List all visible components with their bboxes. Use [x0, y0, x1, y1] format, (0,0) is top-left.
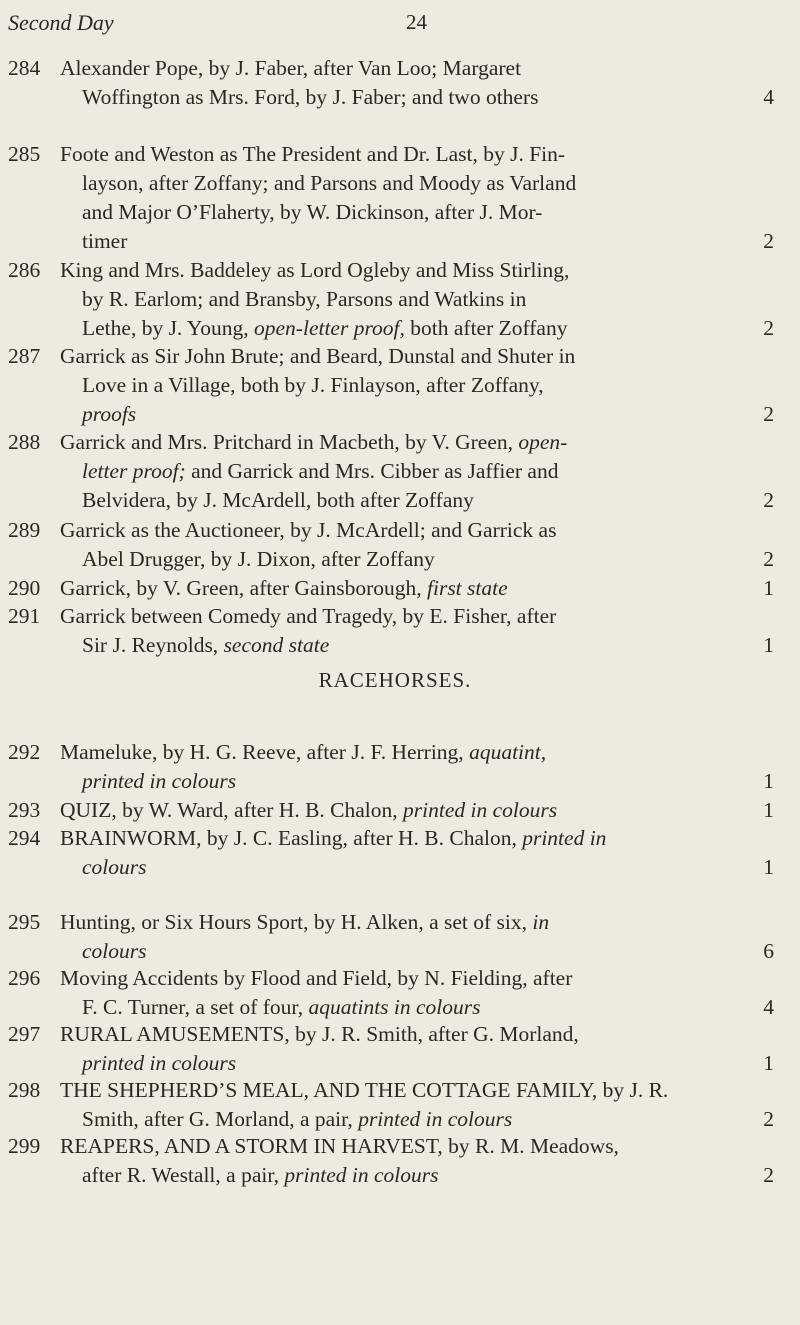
lot-italic-text: proofs [82, 402, 137, 426]
lot-italic-text: aquatints in colours [308, 995, 481, 1019]
lot-quantity: 2 [763, 547, 774, 571]
lot-quantity: 2 [763, 316, 774, 340]
lot-number: 288 [8, 430, 41, 454]
lot-description [60, 516, 774, 574]
lot-description [60, 602, 774, 660]
lot-line [60, 545, 774, 574]
lot-line [60, 371, 774, 400]
lot-italic-text: first state [427, 576, 508, 600]
lot-quantity: 6 [763, 939, 774, 963]
lot-quantity: 1 [763, 576, 774, 600]
lot-quantity: 1 [763, 769, 774, 793]
lot-text: Garrick and Mrs. Pritchard in Macbeth, by V. Green, [60, 430, 519, 454]
lot-italic-text: printed in colours [358, 1107, 513, 1131]
lot-text: and Garrick and Mrs. Cibber as Jaffier and [185, 459, 559, 483]
lot-description [60, 1132, 774, 1190]
lot-description [60, 342, 774, 429]
lot-quantity: 1 [763, 633, 774, 657]
lot-quantity: 2 [763, 402, 774, 426]
lot-description [60, 964, 774, 1022]
lot-italic-text: open- [518, 430, 568, 454]
lot-line [60, 908, 774, 937]
lot-text: Alexander Pope, by J. Faber, after Van Loo; Margaret [60, 56, 522, 80]
lot-line [60, 54, 774, 83]
lot-line [60, 342, 774, 371]
lot-line [60, 486, 774, 515]
lot-italic-text: printed in colours [82, 769, 237, 793]
lot-text: Belvidera, by J. McArdell, both after Zoffany [82, 488, 474, 512]
lot-italic-text: aquatint, [469, 740, 547, 764]
lot-line [60, 1105, 774, 1134]
lot-text: REAPERS, AND A STORM IN HARVEST, by R. M. Meadows, [60, 1134, 619, 1158]
lot-number: 294 [8, 826, 41, 850]
lot-line [60, 937, 774, 966]
lot-text: Love in a Village, both by J. Finlayson, after Zoffany, [82, 373, 544, 397]
lot-line [60, 314, 774, 343]
lot-text: Garrick as the Auctioneer, by J. McArdell; and Garrick as [60, 518, 557, 542]
lot-text: and Major O’Flaherty, by W. Dickinson, after J. Mor- [82, 200, 543, 224]
page-header [8, 10, 778, 46]
lot-text: F. C. Turner, a set of four, [82, 995, 309, 1019]
lot-description [60, 1020, 774, 1078]
lot-italic-text: colours [82, 939, 147, 963]
lot-text: Woffington as Mrs. Ford, by J. Faber; and two others [82, 85, 539, 109]
lot-italic-text: printed in [522, 826, 607, 850]
page-number: 24 [406, 10, 427, 34]
lot-text: THE SHEPHERD’S MEAL, AND THE COTTAGE FAMILY, by J. R. [60, 1078, 669, 1102]
lot-line [60, 993, 774, 1022]
lot-line [60, 853, 774, 882]
lot-line [60, 602, 774, 631]
lot-quantity: 1 [763, 1051, 774, 1075]
lot-number: 291 [8, 604, 41, 628]
lot-line [60, 1161, 774, 1190]
lot-text: BRAINWORM, by J. C. Easling, after H. B. Chalon, [60, 826, 523, 850]
lot-text: after R. Westall, a pair, [82, 1163, 285, 1187]
lot-description [60, 140, 774, 256]
lot-quantity: 4 [763, 995, 774, 1019]
running-title: Second Day [8, 10, 114, 35]
lot-text: timer [82, 229, 128, 253]
lot-text: both after Zoffany [404, 316, 568, 340]
lot-line [60, 256, 774, 285]
lot-number: 292 [8, 740, 41, 764]
lot-line [60, 1020, 774, 1049]
lot-text: King and Mrs. Baddeley as Lord Ogleby and Miss Stirling, [60, 258, 570, 282]
lot-line [60, 796, 774, 825]
lot-number: 284 [8, 56, 41, 80]
lot-line [60, 767, 774, 796]
lot-line [60, 738, 774, 767]
lot-line [60, 400, 774, 429]
lot-text: Mameluke, by H. G. Reeve, after J. F. Herring, [60, 740, 470, 764]
lot-text: layson, after Zoffany; and Parsons and Moody as Varland [82, 171, 577, 195]
lot-number: 293 [8, 798, 41, 822]
lot-italic-text: printed in colours [82, 1051, 237, 1075]
lot-line [60, 574, 774, 603]
lot-description [60, 738, 774, 796]
lot-line [60, 1076, 774, 1105]
lot-italic-text: second state [223, 633, 330, 657]
lot-description [60, 1076, 774, 1134]
lot-line [60, 227, 774, 256]
lot-description [60, 824, 774, 882]
lot-italic-text: letter proof; [82, 459, 186, 483]
lot-text: Garrick as Sir John Brute; and Beard, Dunstal and Shuter in [60, 344, 576, 368]
lot-quantity: 2 [763, 1107, 774, 1131]
lot-text: Garrick, by V. Green, after Gainsborough, [60, 576, 427, 600]
lot-number: 285 [8, 142, 41, 166]
lot-italic-text: printed in colours [403, 798, 558, 822]
lot-text: Hunting, or Six Hours Sport, by H. Alken, a set of six, [60, 910, 533, 934]
lot-quantity: 2 [763, 229, 774, 253]
lot-italic-text: open-letter proof, [254, 316, 405, 340]
lot-italic-text: in [532, 910, 550, 934]
lot-text: Abel Drugger, by J. Dixon, after Zoffany [82, 547, 435, 571]
lot-quantity: 2 [763, 1163, 774, 1187]
lot-number: 298 [8, 1078, 41, 1102]
lot-text: Garrick between Comedy and Tragedy, by E. Fisher, after [60, 604, 557, 628]
lot-line [60, 824, 774, 853]
lot-line [60, 631, 774, 660]
lot-quantity: 1 [763, 855, 774, 879]
lot-number: 289 [8, 518, 41, 542]
lot-text: RURAL AMUSEMENTS, by J. R. Smith, after G. Morland, [60, 1022, 579, 1046]
lot-line [60, 457, 774, 486]
lot-number: 287 [8, 344, 41, 368]
lot-number: 296 [8, 966, 41, 990]
lot-quantity: 4 [763, 85, 774, 109]
lot-text: Moving Accidents by Flood and Field, by N. Fielding, after [60, 966, 573, 990]
lot-text: QUIZ, by W. Ward, after H. B. Chalon, [60, 798, 404, 822]
lot-number: 286 [8, 258, 41, 282]
lot-italic-text: printed in colours [284, 1163, 439, 1187]
lot-text: Foote and Weston as The President and Dr. Last, by J. Fin- [60, 142, 566, 166]
lot-number: 297 [8, 1022, 41, 1046]
lot-text: Smith, after G. Morland, a pair, [82, 1107, 359, 1131]
lot-line [60, 516, 774, 545]
section-heading-racehorses: RACEHORSES. [318, 668, 472, 692]
lot-description [60, 54, 774, 112]
lot-text: Lethe, by J. Young, [82, 316, 255, 340]
lot-description [60, 256, 774, 343]
lot-line [60, 1049, 774, 1078]
lot-number: 290 [8, 576, 41, 600]
lot-line [60, 83, 774, 112]
lot-line [60, 140, 774, 169]
lot-line [60, 964, 774, 993]
lot-description [60, 428, 774, 515]
lot-quantity: 2 [763, 488, 774, 512]
lot-quantity: 1 [763, 798, 774, 822]
lot-line [60, 428, 774, 457]
lot-line [60, 198, 774, 227]
lot-description [60, 908, 774, 966]
lot-number: 299 [8, 1134, 41, 1158]
lot-text: by R. Earlom; and Bransby, Parsons and Watkins in [82, 287, 527, 311]
lot-description [60, 574, 774, 603]
lot-line [60, 1132, 774, 1161]
lot-italic-text: colours [82, 855, 147, 879]
lot-line [60, 169, 774, 198]
lot-text: Sir J. Reynolds, [82, 633, 224, 657]
lot-number: 295 [8, 910, 41, 934]
lot-line [60, 285, 774, 314]
lot-description [60, 796, 774, 825]
